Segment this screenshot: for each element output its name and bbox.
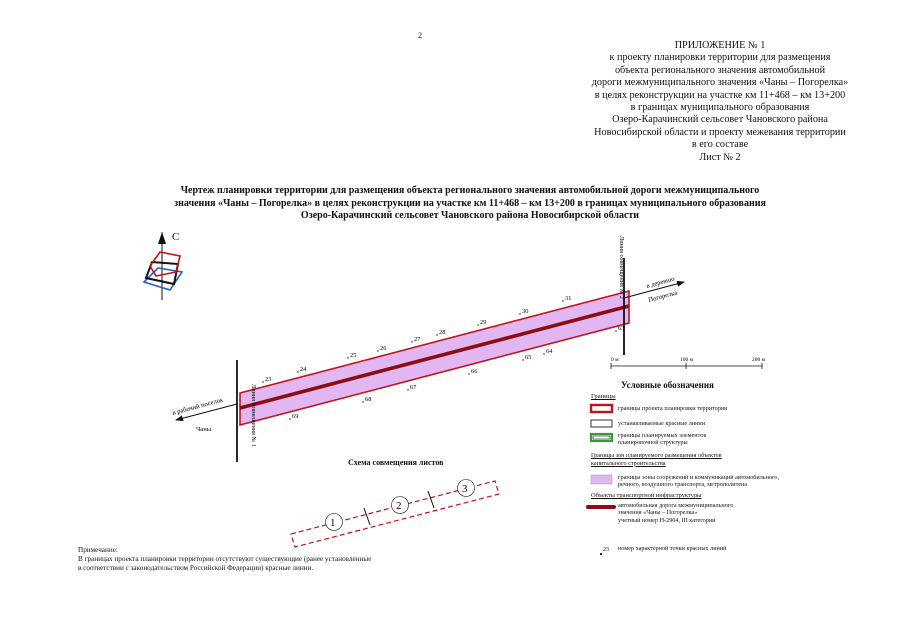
point-number-top: 30 [522,308,529,315]
legend-red-lines: устанавливаемые красные линии [618,420,706,427]
appendix-line: ПРИЛОЖЕНИЕ № 1 [674,40,766,51]
appendix-line: в его составе [691,139,749,151]
appendix-line: Новосибирской области и проекту межевания территории [594,126,846,138]
appendix-line: к проекту планировки территории для размещения [609,52,831,64]
point-number-bottom: 68 [365,396,372,403]
scheme-sheet-number: 3 [462,483,468,495]
legend-planning-boundary: границы проекта планировки территории [618,405,728,412]
appendix-line: Лист № 2 [699,151,741,163]
drawing-title-line: Озеро-Карачинский сельсовет Чановского района Новосибирской области [300,210,640,221]
point-number-bottom: 67 [410,384,417,391]
legend-line: Границы зон планируемого размещения объектов [591,452,722,459]
legend-line: планировочной структуры [618,439,688,447]
legend-point-item: номер характерной точки красных линий [618,545,727,552]
legend-group-borders: Границы [591,393,616,400]
point-number-bottom: 63 [618,325,625,332]
point-number-top: 28 [439,329,446,336]
scale-bar [611,357,766,369]
appendix-line: дороги межмуниципального значения «Чаны – Погорелка» [591,77,849,89]
road-line [240,306,629,408]
legend-road-item [618,502,733,524]
direction-right-label: в деревню [645,275,676,290]
point-number-top: 23 [265,376,272,383]
note-line: В границах проекта планировки территории отсутствуют существующие (ранее установленные [78,555,372,563]
characteristic-point [362,401,363,402]
appendix-line: в границах муниципального образования [630,102,810,114]
appendix-line: объекта регионального значения автомобильной [614,64,826,76]
characteristic-point [477,324,478,325]
direction-left-label-2: Чаны [196,426,212,433]
legend-planning-elements-inner [593,436,610,439]
north-label: С [172,231,180,243]
legend-title: Условные обозначения [621,380,714,390]
legend-point-symbol [600,553,602,555]
legend-line: значения «Чаны – Погорелка» [618,509,698,517]
point-number-bottom: 69 [292,413,299,420]
characteristic-point [262,381,263,382]
note-line: Примечание: [78,546,118,554]
point-number-bottom: 64 [546,348,553,355]
legend-zone-symbol [591,475,612,484]
point-number-top: 25 [350,352,357,359]
legend-group-zones [591,452,722,467]
drawing-title-line: Чертеж планировки территории для размещения объекта регионального значения автомобильной дороги межмуниципального [180,185,760,196]
point-number-bottom: 65 [525,354,532,361]
point-number-top: 26 [380,345,387,352]
legend-planning-elements-symbol [591,434,612,441]
sheet-line-right-label: Линия совмещения № 2 [618,236,625,299]
characteristic-point [468,373,469,374]
point-number-bottom: 66 [471,368,478,375]
point-number-top: 27 [414,336,421,343]
legend-line: капитального строительства [591,459,666,467]
scale-label: 0 м [611,357,619,363]
legend-red-lines-symbol [591,420,612,427]
characteristic-point [615,330,616,331]
scale-label: 200 м [752,357,766,363]
characteristic-point [289,418,290,419]
scheme-divider [428,491,434,508]
point-number-top: 31 [565,295,572,302]
appendix-line: в целях реконструкции на участке км 11+468 – км 13+200 [594,89,846,101]
page-number: 2 [418,31,422,40]
note-line: в соответствии с законодательством Российской Федерации) красные линии. [78,564,314,572]
characteristic-point [543,353,544,354]
sheet-line-left-label: Линия совмещения № 1 [250,384,257,447]
legend-planning-elements [618,432,706,447]
characteristic-point [347,357,348,358]
characteristic-point [519,313,520,314]
scheme-sheet-number: 1 [330,517,336,529]
north-arrow-icon [144,231,182,300]
scheme-divider [364,508,370,525]
scheme-sheet-number: 2 [396,500,402,512]
point-number-top: 29 [480,319,487,326]
appendix-line: Озеро-Карачинский сельсовет Чановского района [612,114,828,126]
characteristic-point [562,300,563,301]
legend-group-transport: Объекты транспортной инфраструктуры [591,492,702,499]
legend-line: границы планируемых элементов [618,432,707,439]
scheme-title: Схема совмещения листов [348,458,444,467]
note [78,546,371,573]
legend-planning-boundary-symbol [591,405,612,412]
legend-zone-item [618,474,779,489]
direction-left-label: в рабочий поселок [171,396,224,417]
characteristic-point [407,389,408,390]
characteristic-point [436,334,437,335]
drawing-title-line: значения «Чаны – Погорелка» в целях реконструкции на участке км 11+468 – км 13+200 в границах муниципального образования [174,197,766,209]
legend-line: учетный номер Н-2904, III категории [618,516,716,524]
legend-point-example: 23 [603,547,609,553]
characteristic-point [522,359,523,360]
legend-line: автомобильная дорога межмуниципального [618,502,734,509]
point-number-top: 24 [300,366,307,373]
direction-right-label-2: Погорелка [647,289,678,304]
characteristic-point [297,371,298,372]
characteristic-point [411,341,412,342]
characteristic-point [377,350,378,351]
scale-label: 100 м [680,357,694,363]
legend-line: речного, воздушного транспорта, метрополитена [618,481,748,489]
legend-line: границы зоны сооружений и коммуникаций автомобильного, [618,474,780,481]
